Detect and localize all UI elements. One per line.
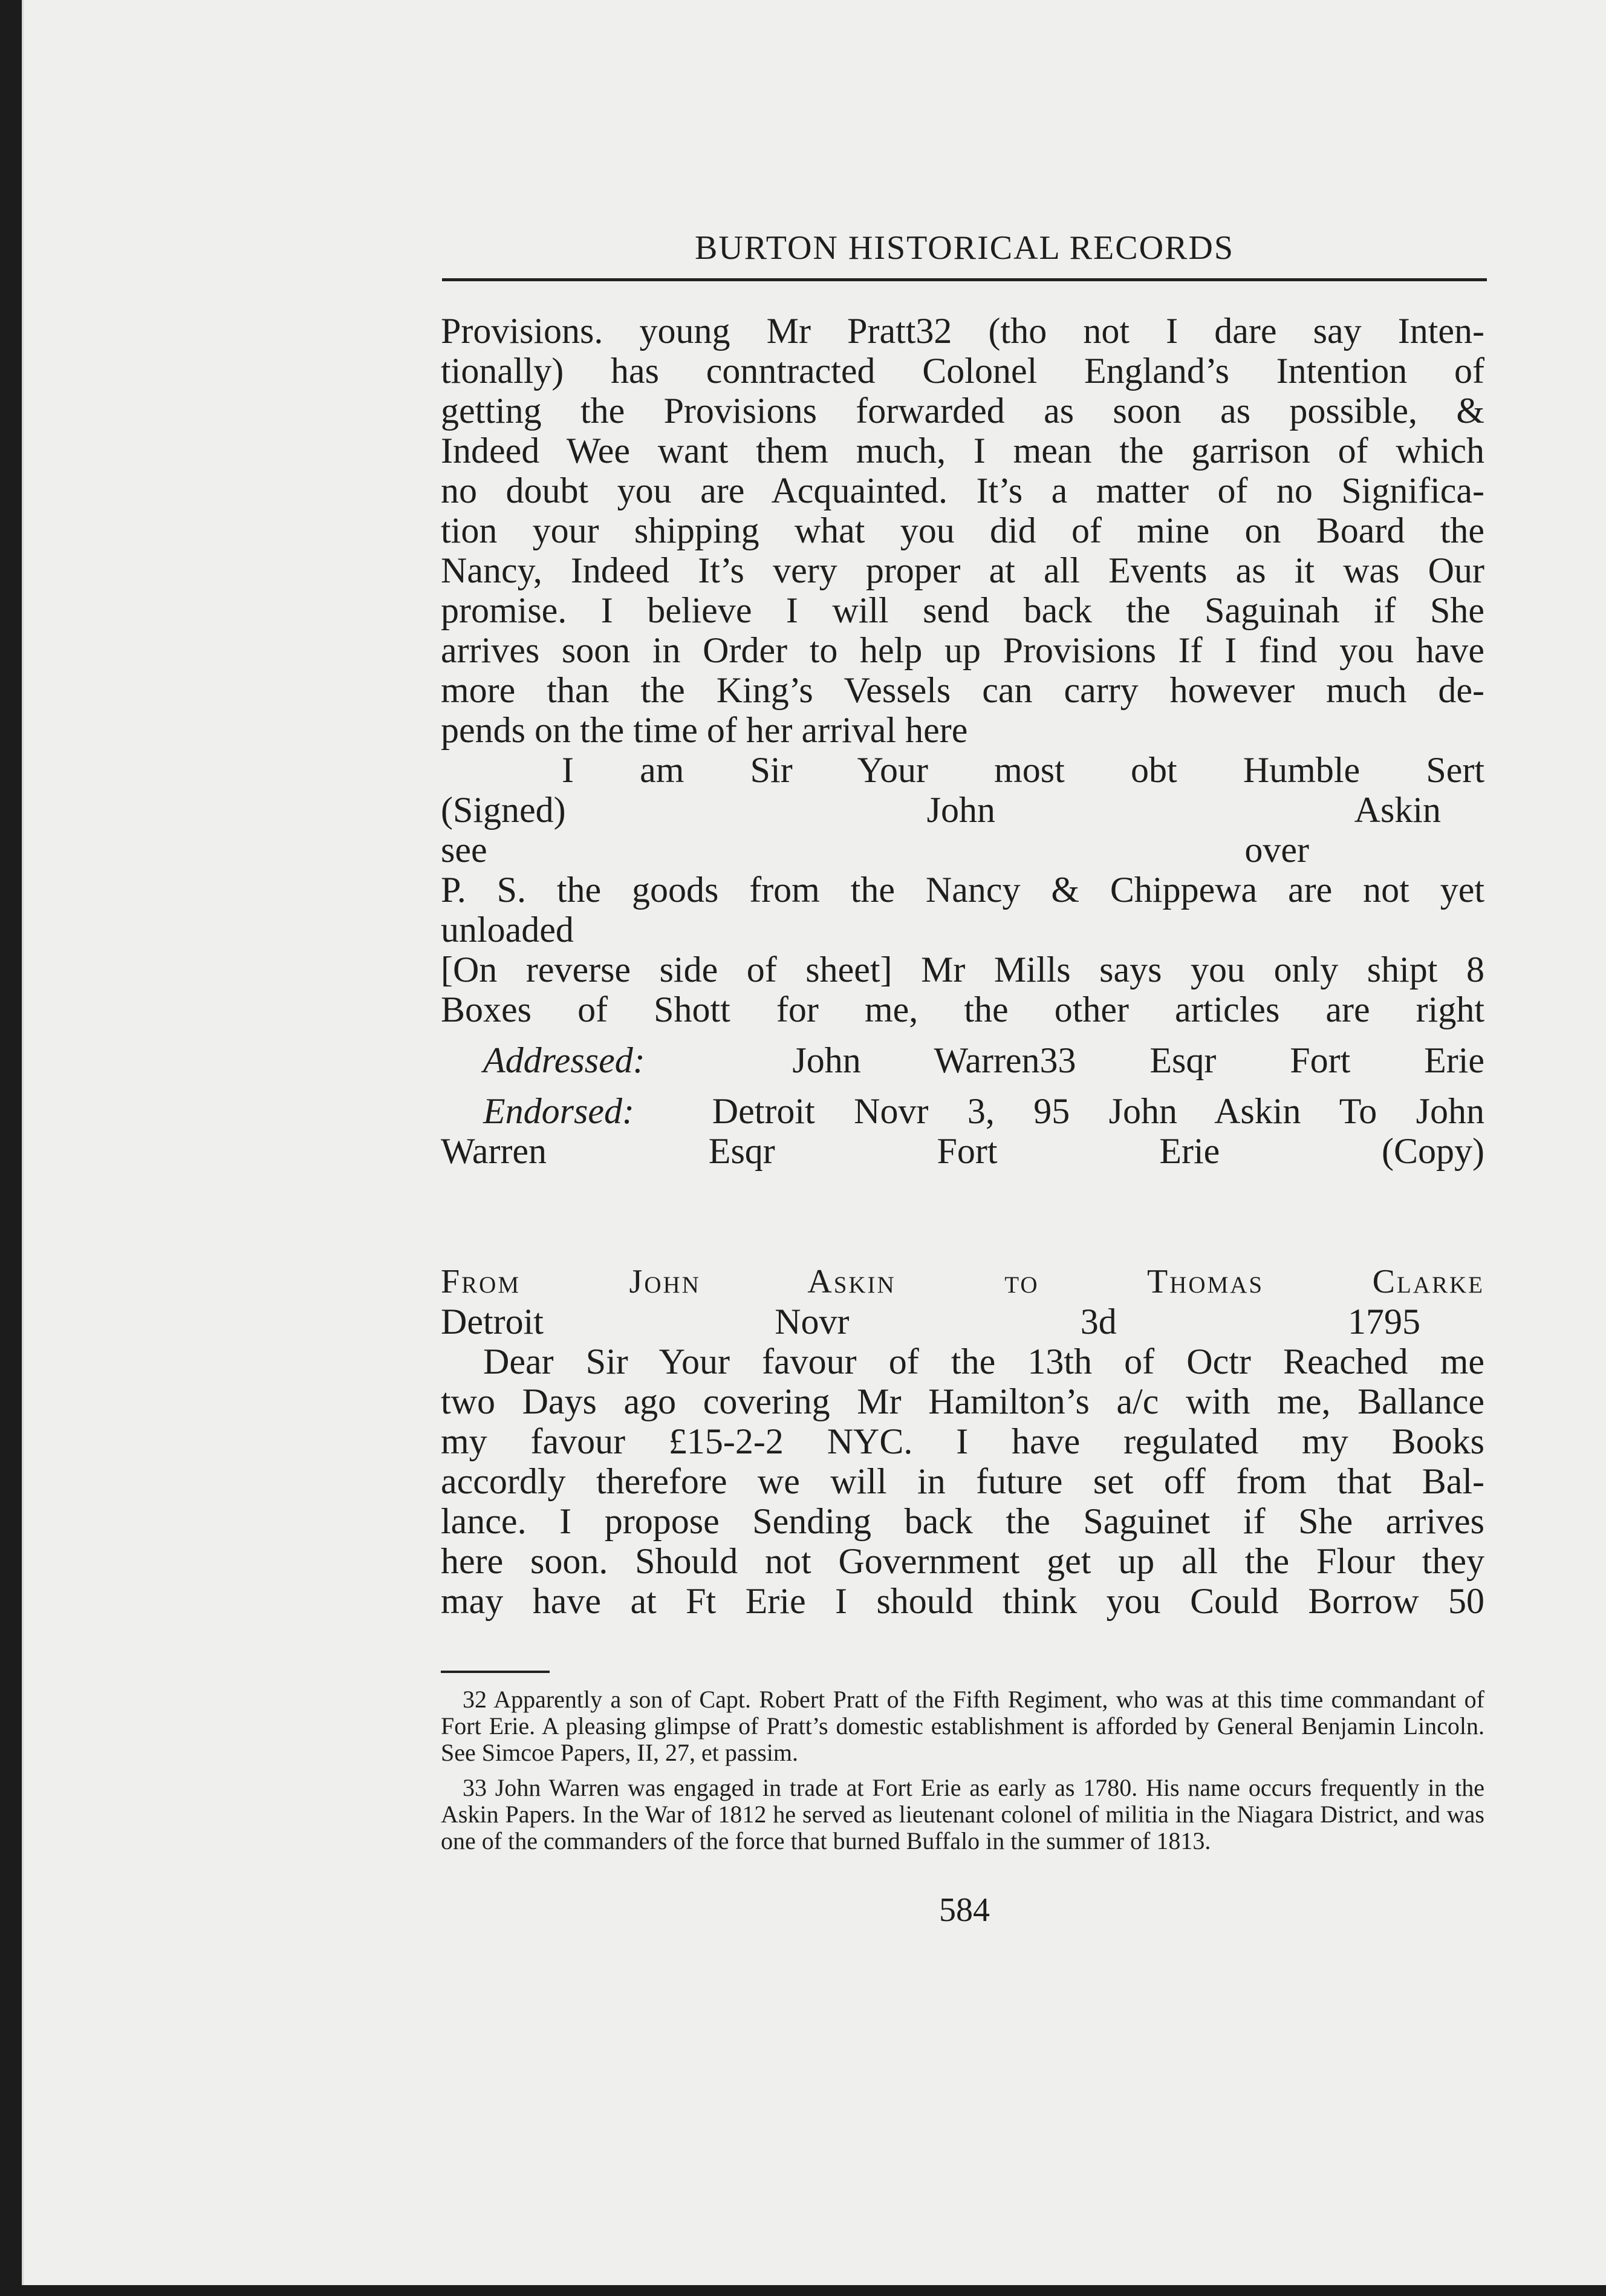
text-line: two Days ago covering Mr Hamilton’s a/c with me, Ballance (441, 1381, 1484, 1421)
text-line: more than the King’s Vessels can carry however much de- (441, 670, 1484, 710)
text-line: promise. I believe I will send back the Saguinah if She (441, 590, 1484, 630)
letter-1-text (441, 311, 1484, 750)
letter-closing: I am Sir Your most obt Humble Sert (562, 750, 1484, 790)
dateline: Detroit Novr 3d 1795 (441, 1302, 1420, 1342)
text-line: tionally) has conntracted Colonel England’s Intention of (441, 351, 1484, 391)
endorsed-line: Warren Esqr Fort Erie (Copy) (441, 1131, 1484, 1171)
text-line: Indeed Wee want them much, I mean the garrison of which (441, 431, 1484, 471)
text-line: getting the Provisions forwarded as soon as possible, & (441, 391, 1484, 431)
running-head: BURTON HISTORICAL RECORDS (695, 229, 1234, 267)
text-line: tion your shipping what you did of mine on Board the (441, 510, 1484, 550)
reverse-note-line: Boxes of Shott for me, the other articles are right (441, 990, 1484, 1029)
text-line: may have at Ft Erie I should think you Could Borrow 50 (441, 1581, 1484, 1621)
text-line: Nancy, Indeed It’s very proper at all Events as it was Our (441, 550, 1484, 590)
text-line: lance. I propose Sending back the Saguinet if She arrives (441, 1501, 1484, 1541)
page-number: 584 (939, 1891, 990, 1929)
postscript-line: unloaded (441, 910, 574, 950)
footnote-rule (441, 1671, 550, 1673)
postscript-line: P. S. the goods from the Nancy & Chippewa are not yet (441, 870, 1484, 910)
addressed-text: John Warren33 Esqr Fort Erie (792, 1040, 1485, 1080)
addressed-label: Addressed: (483, 1040, 645, 1080)
text-line: here soon. Should not Government get up all the Flour they (441, 1541, 1484, 1581)
footnotes (441, 1686, 1484, 1863)
addressed-line (441, 1040, 1484, 1080)
page-body (441, 311, 1484, 1621)
text-line: my favour £15-2-2 NYC. I have regulated my Books (441, 1421, 1484, 1461)
text-line: pends on the time of her arrival here (441, 710, 968, 750)
letter-heading: From John Askin to Thomas Clarke (441, 1263, 1484, 1300)
signature: (Signed) John Askin (441, 790, 1441, 830)
header-rule (442, 278, 1487, 281)
text-line: accordly therefore we will in future set off from that Bal- (441, 1461, 1484, 1501)
see-over-note: see over (441, 830, 1309, 870)
page-sheet (22, 0, 1606, 2285)
text-line: arrives soon in Order to help up Provisions If I find you have (441, 630, 1484, 670)
footnote-32: 32 Apparently a son of Capt. Robert Pratt of the Fifth Regiment, who was at this time commandant of Fort Erie. A pleasing glimpse of Pratt’s domestic establishment is afforded by General Benjamin Lincoln. See Simcoe Papers, II, 27, et passim. (441, 1686, 1484, 1766)
endorsed-line (441, 1091, 1484, 1131)
letter-2-text (441, 1342, 1484, 1621)
text-line: Provisions. young Mr Pratt32 (tho not I dare say Inten- (441, 311, 1484, 351)
endorsed-label: Endorsed: (483, 1091, 634, 1131)
footnote-33: 33 John Warren was engaged in trade at Fort Erie as early as 1780. His name occurs frequently in the Askin Papers. In the War of 1812 he served as lieutenant colonel of militia in the Niagara District, and was one of the commanders of the force that burned Buffalo in the summer of 1813. (441, 1774, 1484, 1854)
text-line: Dear Sir Your favour of the 13th of Octr Reached me (483, 1342, 1484, 1381)
text-line: no doubt you are Acquainted. It’s a matter of no Significa- (441, 471, 1484, 510)
endorsed-text: Detroit Novr 3, 95 John Askin To John (712, 1091, 1484, 1131)
reverse-note-line: [On reverse side of sheet] Mr Mills says you only shipt 8 (441, 950, 1484, 990)
